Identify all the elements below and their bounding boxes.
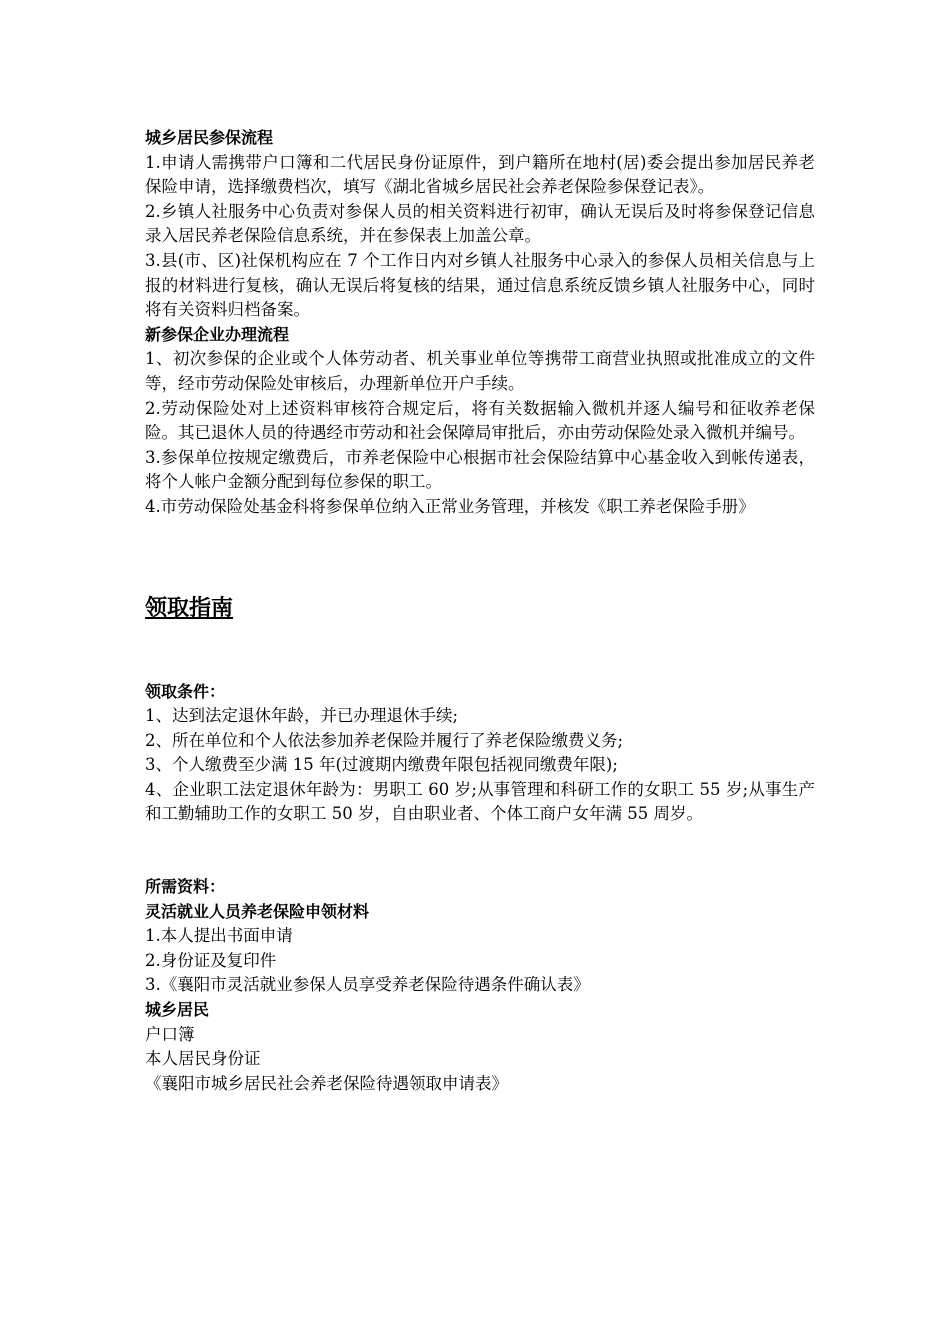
paragraph: 1.申请人需携带户口簿和二代居民身份证原件，到户籍所在地村(居)委会提出参加居民养老保险申请，选择缴费档次，填写《湖北省城乡居民社会养老保险参保登记表》。 [145, 152, 815, 197]
section-title: 新参保企业办理流程 [145, 324, 290, 344]
page-heading: 领取指南 [145, 595, 234, 621]
list-item: 3.《襄阳市灵活就业参保人员享受养老保险待遇条件确认表》 [145, 975, 590, 995]
list-item: 4、企业职工法定退休年龄为：男职工 60 岁;从事管理和科研工作的女职工 55 岁;从事生产和工勤辅助工作的女职工 50 岁，自由职业者、个体工商户女年满 55 周岁。 [145, 779, 815, 824]
subsection-title: 城乡居民 [145, 1000, 210, 1020]
list-item: 《襄阳市城乡居民社会养老保险待遇领取申请表》 [145, 1073, 508, 1093]
paragraph: 2.劳动保险处对上述资料审核符合规定后，将有关数据输入微机并逐人编号和征收养老保险。其已退休人员的待遇经市劳动和社会保障局审批后，亦由劳动保险处录入微机并编号。 [145, 398, 815, 443]
list-item: 1.本人提出书面申请 [145, 926, 293, 946]
list-item: 3、个人缴费至少满 15 年(过渡期内缴费年限包括视同缴费年限); [145, 755, 618, 775]
spacer [145, 827, 815, 875]
paragraph: 3.县(市、区)社保机构应在 7 个工作日内对乡镇人社服务中心录入的参保人员相关信息与上报的材料进行复核，确认无误后将复核的结果，通过信息系统反馈乡镇人社服务中心，同时将有关资料归档备案。 [145, 250, 815, 320]
list-item: 户口簿 [145, 1024, 195, 1044]
list-item: 本人居民身份证 [145, 1049, 261, 1069]
subsection-title: 领取条件： [145, 681, 226, 701]
paragraph: 3.参保单位按规定缴费后，市养老保险中心根据市社会保险结算中心基金收入到帐传递表，将个人帐户金额分配到每位参保的职工。 [145, 447, 815, 492]
paragraph: 2.乡镇人社服务中心负责对参保人员的相关资料进行初审，确认无误后及时将参保登记信息录入居民养老保险信息系统，并在参保表上加盖公章。 [145, 201, 815, 246]
list-item: 2、所在单位和个人依法参加养老保险并履行了养老保险缴费义务; [145, 730, 624, 750]
document-page [145, 126, 815, 1096]
list-item: 2.身份证及复印件 [145, 950, 277, 970]
paragraph: 1、初次参保的企业或个人体劳动者、机关事业单位等携带工商营业执照或批准成立的文件等，经市劳动保险处审核后，办理新单位开户手续。 [145, 349, 815, 393]
subsection-title: 所需资料： [145, 877, 226, 897]
spacer [145, 520, 815, 594]
section-title: 城乡居民参保流程 [145, 128, 274, 147]
spacer [145, 624, 815, 680]
list-item: 1、达到法定退休年龄，并已办理退休手续; [145, 706, 459, 726]
paragraph: 4.市劳动保险处基金科将参保单位纳入正常业务管理，并核发《职工养老保险手册》 [145, 496, 755, 516]
subsection-title: 灵活就业人员养老保险申领材料 [145, 901, 370, 921]
